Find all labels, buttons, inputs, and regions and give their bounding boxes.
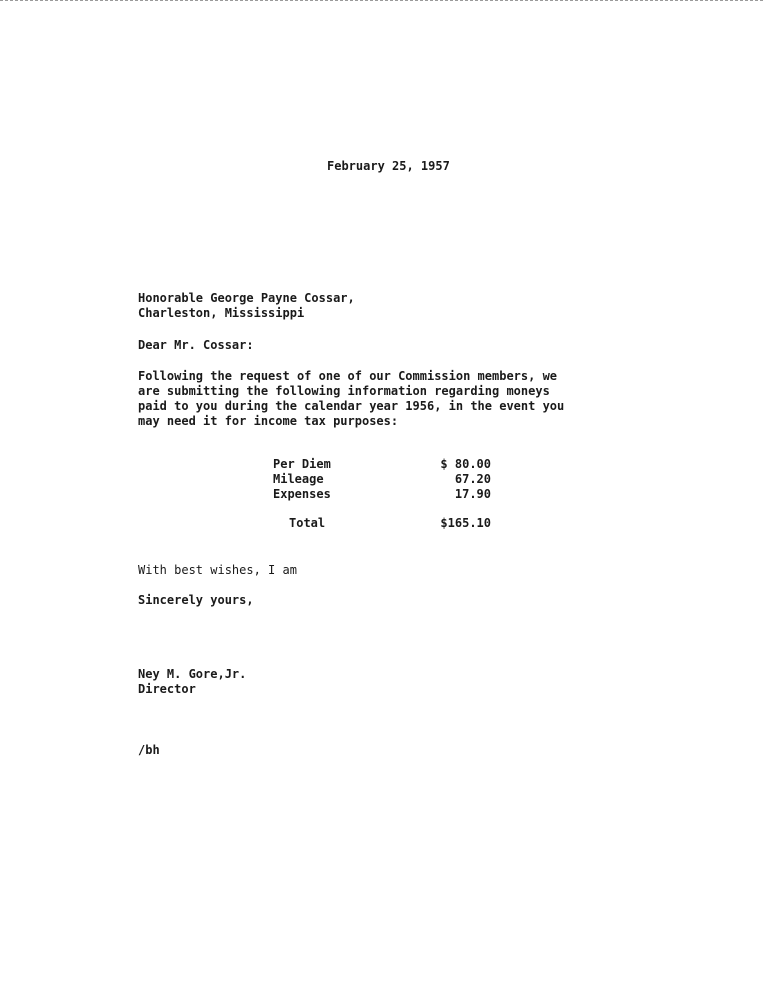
item-amount-per-diem: $ 80.00 <box>440 457 491 471</box>
salutation: Dear Mr. Cossar: <box>138 338 254 352</box>
sign-off: Sincerely yours, <box>138 593 254 607</box>
total-label: Total <box>289 516 326 530</box>
typist-initials: /bh <box>138 743 160 757</box>
item-amount-mileage: 67.20 <box>454 472 491 486</box>
item-label-mileage: Mileage <box>273 472 324 486</box>
total-amount: $165.10 <box>440 516 491 530</box>
body-line: paid to you during the calendar year 1956, in the event you <box>138 399 565 413</box>
page-top-border <box>0 0 763 1</box>
body-line: may need it for income tax purposes: <box>138 414 399 428</box>
item-label-expenses: Expenses <box>273 487 331 501</box>
item-amount-expenses: 17.90 <box>454 487 491 501</box>
signer-name: Ney M. Gore,Jr. <box>138 667 247 681</box>
letter-date: February 25, 1957 <box>327 159 450 173</box>
signer-title: Director <box>138 682 196 696</box>
closing-line: With best wishes, I am <box>138 563 297 577</box>
body-paragraph <box>138 369 598 429</box>
recipient-name: Honorable George Payne Cossar, <box>138 291 355 305</box>
body-line: are submitting the following information regarding moneys <box>138 384 550 398</box>
item-label-per-diem: Per Diem <box>273 457 331 471</box>
body-line: Following the request of one of our Commission members, we <box>138 369 558 383</box>
recipient-location: Charleston, Mississippi <box>138 306 305 320</box>
